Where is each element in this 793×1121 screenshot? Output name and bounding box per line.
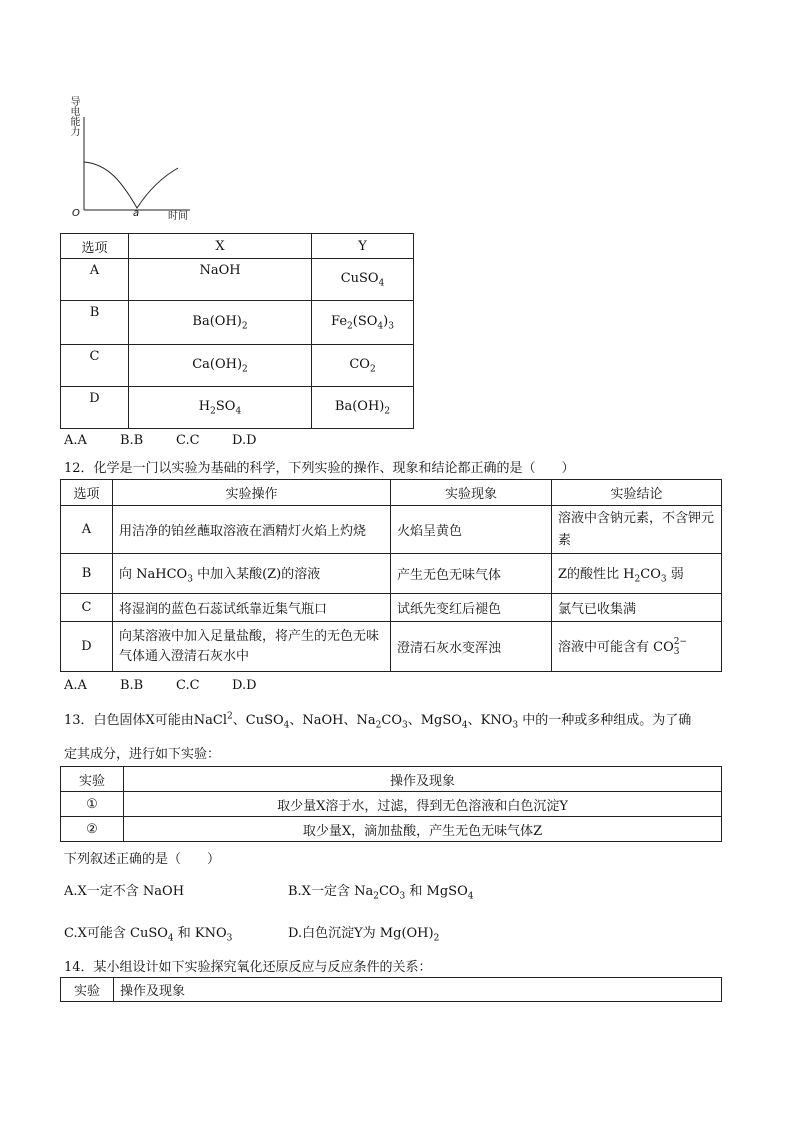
- table-q14: [60, 977, 722, 1002]
- q13-option-d: D.白色沉淀Y为 $Mg(OH)_2$: [288, 926, 440, 944]
- table-row: B $Ba(OH)_2$ $Fe_2(SO_4)_3$: [61, 301, 414, 345]
- table-options-xy: [60, 233, 414, 429]
- table-header: 操作及现象: [124, 767, 722, 792]
- question-13-stem-line2: 定其成分，进行如下实验：: [64, 747, 221, 762]
- table-header: 选项: [61, 480, 113, 506]
- q13-option-a: A.X一定不含 NaOH: [64, 884, 185, 899]
- table-row: A 用洁净的铂丝蘸取溶液在酒精灯火焰上灼烧 火焰呈黄色 溶液中含钠元素，不含钾元素: [61, 506, 722, 554]
- table-header: Y: [312, 234, 414, 259]
- question-14-stem: 14．某小组设计如下实验探究氧化还原反应与反应条件的关系：: [64, 960, 432, 975]
- answer-option-a: A.A: [64, 678, 87, 693]
- table-header: 实验: [61, 978, 114, 1002]
- answer-option-b: B.B: [120, 678, 144, 693]
- table-header: 实验: [61, 767, 124, 792]
- graph-xlabel: 时间: [168, 211, 188, 222]
- answer-option-c: C.C: [176, 678, 200, 693]
- graph-point-a: a: [133, 208, 140, 219]
- table-row: ② 取少量X，滴加盐酸，产生无色无味气体Z: [61, 817, 722, 842]
- q13-option-c: C.X可能含 CuSO$_4$ 和 $KNO_3$: [64, 926, 233, 944]
- table-q13: [60, 766, 722, 842]
- table-header: 实验现象: [391, 480, 552, 506]
- table-header: 实验操作: [113, 480, 391, 506]
- graph-ylabel: 导电能力: [68, 96, 79, 136]
- table-header: 操作及现象: [114, 978, 722, 1002]
- answer-option-a: A.A: [64, 433, 87, 448]
- table-header: 实验结论: [552, 480, 722, 506]
- table-row: B 向 NaHCO$_3$ 中加入某酸(Z)的溶液 产生无色无味气体 Z的酸性比 $H_2CO_3$ 弱: [61, 554, 722, 594]
- answer-option-b: B.B: [120, 433, 144, 448]
- table-header: X: [129, 234, 312, 259]
- conductivity-graph: [60, 92, 200, 222]
- q13-option-b: B.X一定含 $Na_2CO_3$ 和 MgSO$_4$: [288, 884, 474, 902]
- table-row: A NaOH CuSO$_4$: [61, 259, 414, 301]
- answer-option-d: D.D: [232, 678, 257, 693]
- answer-option-c: C.C: [176, 433, 200, 448]
- question-13-stem: 13．白色固体X可能由NaCl$^2$、CuSO$_4$、NaOH、$Na_2CO_3$、MgSO$_4$、$KNO_3$ 中的一种或多种组成。为了确: [64, 711, 692, 731]
- table-row: D $H_2SO_4$ $Ba(OH)_2$: [61, 387, 414, 429]
- answer-option-d: D.D: [232, 433, 257, 448]
- table-row: C $Ca(OH)_2$ $CO_2$: [61, 345, 414, 387]
- table-row: ① 取少量X溶于水，过滤，得到无色溶液和白色沉淀Y: [61, 792, 722, 817]
- table-q12: [60, 479, 722, 672]
- question-13-prompt: 下列叙述正确的是（ ）: [64, 852, 221, 867]
- question-12-stem: 12．化学是一门以实验为基础的科学，下列实验的操作、现象和结论都正确的是（ ）: [64, 461, 575, 476]
- table-row: D 向某溶液中加入足量盐酸，将产生的无色无味气体通入澄清石灰水中 澄清石灰水变浑浊 溶液中可能含有 CO 2− 3: [61, 622, 722, 672]
- graph-origin: O: [72, 208, 80, 219]
- table-header: 选项: [61, 234, 129, 259]
- table-row: C 将湿润的蓝色石蕊试纸靠近集气瓶口 试纸先变红后褪色 氯气已收集满: [61, 594, 722, 622]
